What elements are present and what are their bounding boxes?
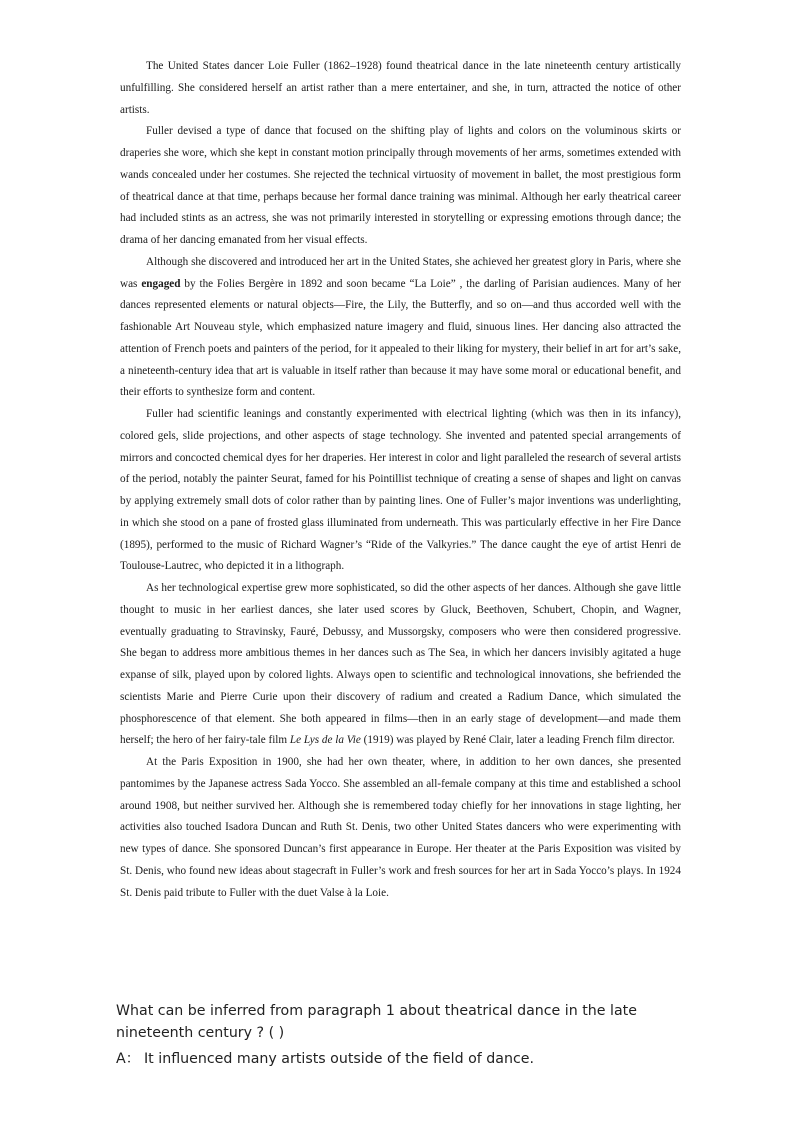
paragraph-3-after: by the Folies Bergère in 1892 and soon became “La Loie” , the darling of Parisian audiences. Many of her dances represented elements or natural objects—Fire, the Lily, the Butterfly, and so on—and thus accorded well with the fashionable Art Nouveau style, which emphasized nature imagery and fluid, sinuous lines. Her dancing also attracted the attention of French poets and painters of the period, for it appealed to their liking for mystery, their belief in art for art’s sake, a nineteenth-century idea that art is valuable in itself rather than because it may have some moral or educational benefit, and their efforts to synthesize form and content. bbox=[120, 277, 681, 399]
paragraph-6: At the Paris Exposition in 1900, she had her own theater, where, in addition to her own dances, she presented pantomimes by the Japanese actress Sada Yocco. She assembled an all-female company at this time and established a school around 1908, but neither survived her. Although she is remembered today chiefly for her innovations in stage lighting, her activities also touched Isadora Duncan and Ruth St. Denis, two other United States dancers who were experimenting with new types of dance. She sponsored Duncan’s first appearance in Europe. Her theater at the Paris Exposition was visited by St. Denis, who found new ideas about stagecraft in Fuller’s work and fresh sources for her art in Sada Yocco’s plays. In 1924 St. Denis paid tribute to Fuller with the duet Valse à la Loie. bbox=[120, 756, 681, 899]
question-text: What can be inferred from paragraph 1 about theatrical dance in the late nineteenth century ? ( ) bbox=[116, 1003, 637, 1041]
paragraph-3 bbox=[120, 252, 681, 404]
passage-image bbox=[120, 56, 681, 904]
paragraph-5 bbox=[120, 578, 681, 752]
highlighted-word: engaged bbox=[141, 277, 181, 290]
answer-option-a[interactable] bbox=[116, 1048, 716, 1070]
paragraph-2: Fuller devised a type of dance that focused on the shifting play of lights and colors on the voluminous skirts or draperies she wore, which she kept in constant motion principally through movements of her arms, sometimes extended with wands concealed under her costumes. She rejected the technical virtuosity of movement in ballet, the most prestigious form of theatrical dance at that time, perhaps because her formal dance training was minimal. Although her early theatrical career had included stints as an actress, she was not primarily interested in storytelling or expressing emotions through dance; the drama of her dancing emanated from her visual effects. bbox=[120, 125, 681, 246]
film-title: Le Lys de la Vie bbox=[289, 734, 361, 747]
question-block bbox=[116, 1000, 716, 1070]
paragraph-3-before: Although she discovered and introduced her art in the United States, she achieved her greatest glory in Paris, where she was bbox=[120, 255, 681, 290]
paragraph-5-after: (1919) was played by René Clair, later a leading French film director. bbox=[360, 734, 675, 747]
paragraph-1: The United States dancer Loie Fuller (1862–1928) found theatrical dance in the late nineteenth century artistically unfulfilling. She considered herself an artist rather than a mere entertainer, and she, in turn, attracted the notice of other artists. bbox=[120, 60, 681, 116]
option-text: It influenced many artists outside of the field of dance. bbox=[144, 1051, 535, 1067]
option-letter: A： bbox=[116, 1051, 140, 1067]
paragraph-5-before: As her technological expertise grew more sophisticated, so did the other aspects of her dances. Although she gave little thought to music in her earliest dances, she later used scores by Gluck, Beethoven, Schubert, Chopin, and Wagner, eventually graduating to Stravinsky, Fauré, Debussy, and Mussorgsky, composers who were then considered progressive. She began to address more ambitious themes in her dances such as The Sea, in which her dancers invisibly agitated a huge expanse of silk, played upon by colored lights. Always open to scientific and technological innovations, she befriended the scientists Marie and Pierre Curie upon their discovery of radium and created a Radium Dance, which simulated the phosphorescence of that element. She both appeared in films—then in an early stage of development—and made them herself; the hero of her fairy-tale film bbox=[120, 582, 681, 747]
paragraph-4: Fuller had scientific leanings and constantly experimented with electrical lighting (which was then in its infancy), colored gels, slide projections, and other aspects of stage technology. She invented and patented special arrangements of mirrors and concocted chemical dyes for her draperies. Her interest in color and light paralleled the research of several artists of the period, notably the painter Seurat, famed for his Pointillist technique of creating a sense of shapes and light on canvas by applying extremely small dots of color rather than by painting lines. One of Fuller’s major inventions was underlighting, in which she stood on a pane of frosted glass illuminated from underneath. This was particularly effective in her Fire Dance (1895), performed to the music of Richard Wagner’s “Ride of the Valkyries.” The dance caught the eye of artist Henri de Toulouse-Lautrec, who depicted it in a lithograph. bbox=[120, 408, 681, 573]
